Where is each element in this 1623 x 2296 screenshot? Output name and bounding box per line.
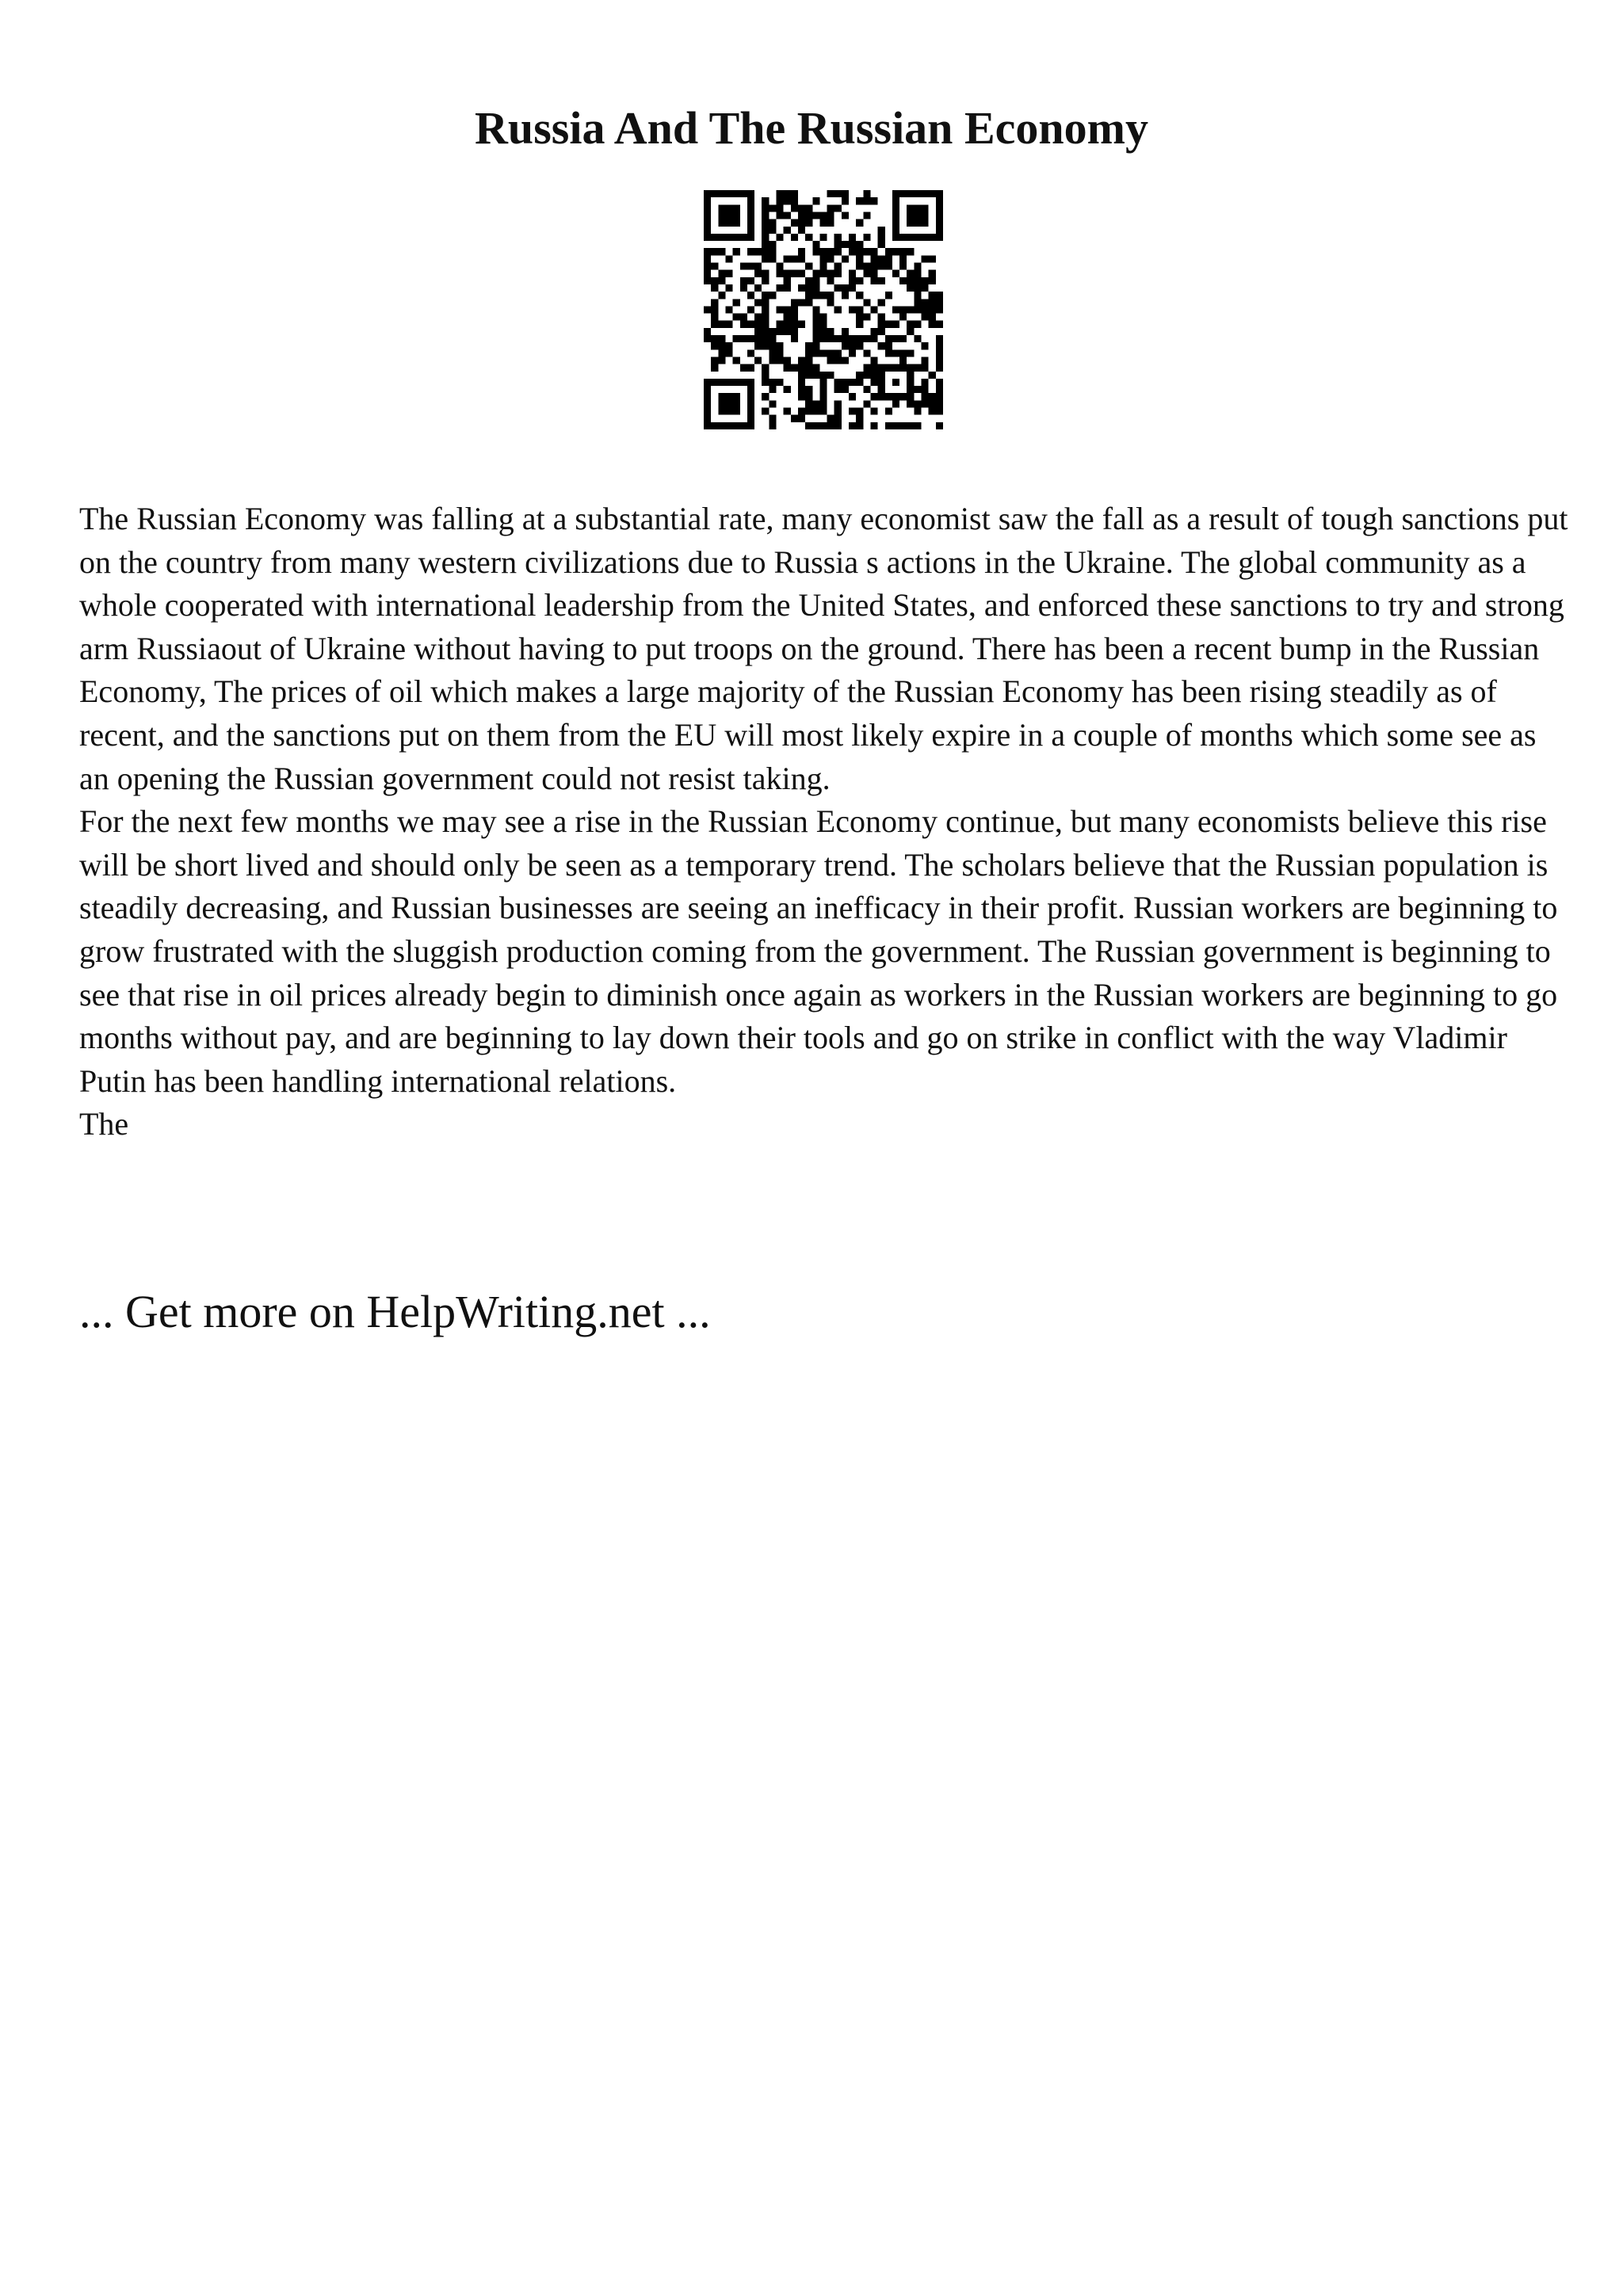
paragraph: The <box>79 1106 129 1142</box>
qr-code-icon[interactable] <box>704 190 943 429</box>
paragraph: The Russian Economy was falling at a substantial rate, many economist saw the fall as a result of tough sanctions put on the country from many western civilizations due to Russia s actions in the Ukraine. The global community as a whole cooperated with international leadership from the United States, and enforced these sanctions to try and strong arm Russiaout of Ukraine without having to put troops on the ground. There has been a recent bump in the Russian Economy, The prices of oil which makes a large majority of the Russian Economy has been rising steadily as of recent, and the sanctions put on them from the EU will most likely expire in a couple of months which some see as an opening the Russian government could not resist taking. <box>79 501 1568 796</box>
document-body <box>79 498 1569 1146</box>
paragraph: For the next few months we may see a rise in the Russian Economy continue, but many economists believe this rise will be short lived and should only be seen as a temporary trend. The scholars believe that the Russian population is steadily decreasing, and Russian businesses are seeing an inefficacy in their profit. Russian workers are beginning to grow frustrated with the sluggish production coming from the government. The Russian government is beginning to see that rise in oil prices already begin to diminish once again as workers in the Russian workers are beginning to go months without pay, and are beginning to lay down their tools and go on strike in conflict with the way Vladimir Putin has been handling international relations. <box>79 803 1558 1099</box>
document-title: Russia And The Russian Economy <box>475 102 1148 154</box>
get-more-link[interactable]: ... Get more on HelpWriting.net ... <box>79 1286 711 1337</box>
